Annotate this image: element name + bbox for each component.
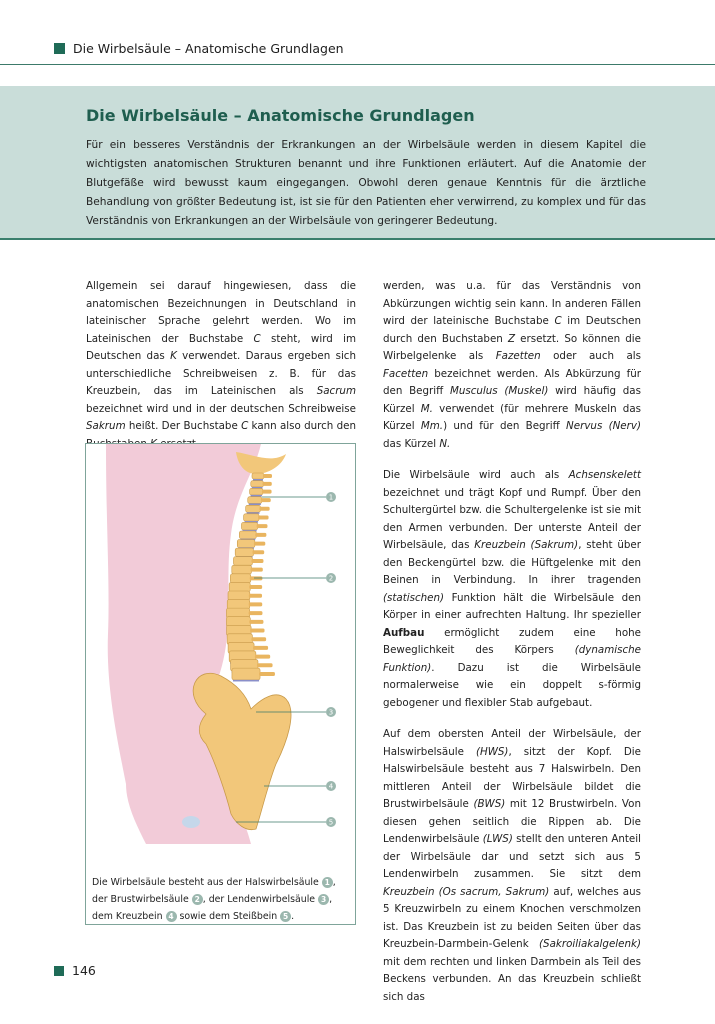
marker-number: 1 (328, 493, 334, 502)
header-rule (0, 64, 715, 65)
spinous-process (249, 602, 263, 606)
text-run: Facetten (383, 367, 429, 380)
text-run: mit 12 Brustwirbeln. Von diesen gehen seitlich die Rippen ab. Die Lendenwirbelsäule (383, 798, 641, 845)
caption-text: dem Kreuzbein (92, 911, 163, 922)
spinous-process (257, 663, 273, 667)
vertebra (232, 565, 252, 574)
text-run: Kreuzbein (Os sacrum, Sakrum) (383, 885, 550, 898)
left-paragraph (86, 278, 356, 453)
vertebra (241, 522, 257, 530)
marker-number: 2 (328, 574, 334, 583)
text-run: Auf dem obersten Anteil der Wirbelsäule, der Halswirbelsäule (383, 728, 641, 758)
caption-text: sowie dem Steißbein (179, 911, 278, 922)
vertebra (232, 668, 260, 680)
text-run: verwendet. Daraus ergeben sich unterschiedliche Schreibweisen z. B. für das Kreuzbein, das im Lateinischen als (86, 350, 356, 397)
caption-text: , (332, 877, 336, 888)
text-run: Mm. (420, 420, 444, 432)
spinous-process (251, 637, 266, 641)
caption-text: der Brustwirbelsäule (92, 894, 189, 905)
text-run: , sitzt der Kopf. Die Halswirbelsäule besteht aus 7 Halswirbeln. Den mittleren Anteil der Wirbelsäule bildet die Brustwirbelsäule (383, 745, 641, 810)
right-paragraph-1 (383, 278, 641, 453)
text-run: steht, wird im Deutschen das (86, 332, 356, 362)
text-run: das Kürzel (383, 437, 440, 450)
text-run: bezeichnet und trägt Kopf und Rumpf. Über den Schultergürtel bzw. die Schultergelenke ist sie mit den Armen verbunden. Der unterste Anteil der Wirbelsäule, das (383, 486, 641, 551)
vertebra (248, 497, 262, 504)
text-run: . Dazu ist die Wirbelsäule normalerweise wie ein doppelt s-förmig gebogener und flexibler Stab aufgebaut. (383, 661, 641, 709)
page-number: 146 (72, 963, 96, 978)
right-column (383, 278, 641, 1020)
spinous-process (259, 507, 269, 511)
caption-text: . (291, 911, 295, 922)
intervertebral-disc (253, 479, 263, 481)
caption-text: , (329, 894, 333, 905)
spinous-process (251, 559, 263, 563)
vertebra (246, 505, 261, 512)
text-run: C (241, 420, 249, 432)
text-run: Achsenskelett (568, 469, 641, 481)
vertebra (250, 488, 263, 495)
vertebra (229, 582, 250, 591)
text-run: Allgemein sei darauf hingewiesen, dass die anatomischen Bezeichnungen in Deutschland in lateinischer Sprache gelehrt werden. Wo im Lateinischen der Buchstabe (86, 280, 356, 345)
text-run: kann also durch den (251, 420, 357, 432)
text-run: Sakrum (86, 420, 126, 432)
text-run: bezeichnet wird und in der deutschen Schreibweise (86, 402, 356, 415)
text-run: ermöglicht zudem eine hohe Beweglichkeit des Körpers (383, 626, 641, 656)
vertebra (244, 514, 260, 521)
spinous-process (254, 542, 265, 546)
spinous-process (249, 585, 262, 589)
text-run: Funktion hält die Wirbelsäule den Körper in einer aufrechten Haltung. Ihr spezieller (383, 591, 641, 621)
text-run: Z (507, 332, 516, 345)
marker-badge: 2 (192, 894, 203, 905)
text-run: heißt. Der Buchstabe (125, 420, 242, 432)
spinous-process (255, 655, 270, 659)
spinous-process (262, 490, 272, 494)
marker-badge: 5 (280, 911, 291, 922)
vertebra (251, 481, 264, 487)
text-run: K (170, 350, 177, 362)
spinous-process (261, 498, 271, 502)
marker-number: 3 (328, 708, 334, 717)
spinous-process (257, 524, 268, 528)
text-run: Die Wirbelsäule wird auch als (383, 469, 569, 481)
spinous-process (255, 533, 266, 537)
text-run: Kreuzbein (Sakrum) (474, 539, 579, 551)
vertebra (233, 557, 252, 566)
intervertebral-disc (233, 680, 259, 682)
text-run: N. (439, 437, 451, 450)
spinous-process (253, 646, 268, 650)
spinous-process (249, 594, 262, 598)
intro-title: Die Wirbelsäule – Anatomische Grundlagen (86, 106, 475, 125)
text-run: stellt den unteren Anteil der Wirbelsäule dar und setzt sich aus 5 Lendenwirbeln zusammen. Sie sitzt dem (383, 833, 641, 880)
marker-badge: 1 (322, 877, 333, 888)
spine-illustration (86, 444, 356, 925)
text-run: (dynamische Funktion) (383, 644, 641, 674)
header-square-icon (54, 43, 65, 54)
text-run: wird häufig das Kürzel (383, 385, 641, 415)
running-header (54, 38, 344, 58)
vertebra (239, 531, 256, 539)
text-run: Musculus (Muskel) (449, 385, 549, 397)
text-run: Fazetten (495, 350, 541, 362)
text-run: bezeichnet werden. Als Abkürzung für den Begriff (383, 367, 641, 397)
text-run: verwendet (für mehrere Muskeln das Kürzel (383, 402, 642, 432)
vertebra (252, 473, 264, 479)
figure-caption (92, 874, 354, 925)
coccyx (182, 816, 200, 828)
text-run: (BWS) (473, 798, 506, 810)
text-run: (LWS) (482, 833, 513, 845)
text-run: C (554, 315, 562, 327)
intro-text: Für ein besseres Verständnis der Erkrankungen an der Wirbelsäule werden in diesem Kapitel die wichtigsten anatomischen Strukturen benannt und ihre Funktionen erläutert. Auf die Anatomie der Blutgefäße wird bewusst kaum eingegangen. Obwohl deren genaue Kenntnis für die ärztliche Behandlung von größter Bedeutung ist, ist sie für den Patienten eher verwirrend, zu komplex und für das Verständnis von Erkrankungen an der Wirbelsäule von geringerer Bedeutung. (86, 139, 646, 227)
caption-text: Die Wirbelsäule besteht aus der Halswirbelsäule (92, 877, 319, 888)
vertebra (228, 591, 250, 601)
text-run: (HWS) (475, 745, 509, 758)
page-footer (54, 963, 96, 978)
spinous-process (249, 611, 263, 615)
spinous-process (251, 568, 263, 572)
spinous-process (259, 672, 275, 676)
marker-badge: 3 (318, 894, 329, 905)
text-run: ersetzt. So können die Wirbelgelenke als (383, 332, 641, 362)
marker-badge: 4 (166, 911, 177, 922)
vertebra (235, 548, 253, 556)
spinous-process (258, 515, 269, 519)
intervertebral-disc (249, 503, 261, 505)
text-run: ) und für den Begriff (443, 420, 567, 432)
spinous-process (262, 482, 271, 486)
intervertebral-disc (251, 495, 262, 497)
text-run: Sacrum (316, 385, 356, 397)
text-run: mit dem rechten und linken Darmbein als Teil des Beckens verbunden. An das Kreuzbein schließt sich das (383, 955, 641, 1003)
spinous-process (263, 474, 272, 478)
vertebra (230, 574, 250, 583)
left-column (86, 278, 356, 467)
spinous-process (249, 620, 263, 624)
text-run: auf, welches aus 5 Kreuzwirbeln zu einem Knochen verschmolzen ist. Das Kreuzbein ist zu beiden Seiten über das Kreuzbein-Darmbein-Gelenk (383, 885, 641, 950)
text-run: (statischen) (383, 591, 445, 604)
text-run: im Deutschen durch den Buchstaben (383, 315, 642, 345)
right-paragraph-3 (383, 726, 641, 1006)
text-run: (Sakroiliakalgelenk) (539, 938, 641, 950)
text-run: oder auch als (540, 350, 641, 362)
right-paragraph-2 (383, 467, 641, 712)
caption-text: , der Lendenwirbelsäule (202, 894, 316, 905)
running-header-title: Die Wirbelsäule – Anatomische Grundlagen (73, 40, 344, 56)
spinous-process (252, 550, 264, 554)
spine-figure (85, 443, 356, 925)
marker-number: 5 (328, 818, 334, 827)
footer-square-icon (54, 966, 64, 976)
text-run: M. (420, 402, 433, 415)
text-run: C (253, 332, 261, 345)
spinous-process (250, 629, 264, 633)
marker-number: 4 (328, 782, 334, 791)
text-run: werden, was u.a. für das Verständnis von Abkürzungen wichtig sein kann. In anderen Fällen wird der lateinische Buchstabe (383, 280, 641, 327)
vertebra (237, 540, 255, 548)
text-run: , steht über den Beckengürtel bzw. die Hüftgelenke mit den Beinen in Verbindung. In ihrer tragenden (383, 539, 641, 586)
text-run: Nervus (Nerv) (566, 420, 641, 432)
intro-box (0, 86, 715, 240)
text-run: Aufbau (383, 626, 425, 639)
